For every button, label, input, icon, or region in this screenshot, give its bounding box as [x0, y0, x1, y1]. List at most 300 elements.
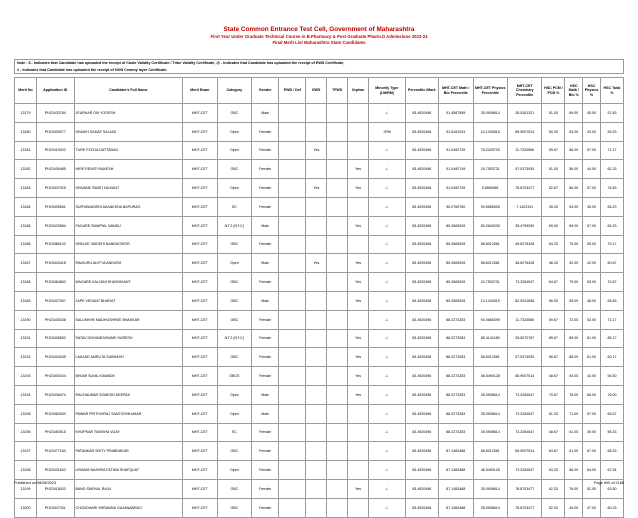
table-cell: SHAIKH SADAF SAJJAD: [74, 122, 183, 141]
table-cell: 70.67: [542, 385, 565, 404]
table-cell: 91.0492749: [439, 160, 473, 179]
table-cell: 76.00: [600, 385, 623, 404]
table-cell: 35.0908614: [473, 423, 507, 442]
table-cell: [327, 423, 348, 442]
table-header-row: [15, 78, 624, 104]
table-cell: 64.67: [542, 273, 565, 292]
table-cell: -/-: [369, 385, 406, 404]
table-cell: OBC: [217, 291, 251, 310]
table-cell: MHT-CET: [183, 197, 217, 216]
table-cell: [279, 216, 306, 235]
notes-box: [14, 59, 624, 74]
table-cell: -/-: [369, 254, 406, 273]
table-cell: Male: [252, 291, 279, 310]
table-cell: 64.33: [542, 235, 565, 254]
column-header: Percentile /Mark: [405, 78, 438, 104]
column-header: MHT-CET Math / Bio Percentile: [439, 78, 473, 104]
table-cell: LAKADE AMRUTA SUBHASH: [74, 348, 183, 367]
table-cell: [279, 461, 306, 480]
table-cell: [306, 104, 327, 123]
table-cell: 69.00: [565, 216, 583, 235]
table-cell: 83.4920496: [405, 404, 438, 423]
table-cell: [306, 423, 327, 442]
table-cell: Female: [252, 479, 279, 498]
table-cell: 57.00: [583, 404, 601, 423]
table-cell: 88.2273283: [439, 329, 473, 348]
table-cell: MHT-CET: [183, 104, 217, 123]
table-cell: 65.00: [542, 216, 565, 235]
table-cell: 63.00: [565, 122, 583, 141]
table-cell: [279, 367, 306, 386]
table-cell: 91.0492749: [439, 179, 473, 198]
table-cell: 13200: [15, 498, 37, 517]
table-cell: [279, 442, 306, 461]
table-cell: 58.6012581: [473, 348, 507, 367]
table-cell: [306, 291, 327, 310]
table-row: [15, 273, 624, 292]
table-cell: Open: [217, 141, 251, 160]
table-cell: 63.50: [600, 479, 623, 498]
table-cell: 65.67: [600, 404, 623, 423]
table-cell: 13194: [15, 385, 37, 404]
table-cell: -/RM: [369, 122, 406, 141]
table-cell: 57.00: [583, 141, 601, 160]
table-cell: 71.00: [565, 404, 583, 423]
table-cell: 54.50: [600, 367, 623, 386]
published-date: Published on 08/08/2023: [14, 481, 57, 485]
table-cell: PH23450515: [36, 423, 74, 442]
table-cell: PH23439485: [36, 160, 74, 179]
page-subtitle-2: Final Merit List Maharashtra State Candidates: [272, 40, 366, 45]
table-cell: 56.33: [600, 423, 623, 442]
table-cell: Open: [217, 385, 251, 404]
table-cell: Male: [252, 254, 279, 273]
table-cell: NT 2 (NT-C): [217, 216, 251, 235]
table-cell: PH23418033: [36, 479, 74, 498]
column-header: HSC Math / Bio %: [565, 78, 583, 104]
table-cell: 87.1483488: [439, 461, 473, 480]
table-cell: 10.1432815: [473, 291, 507, 310]
table-cell: MHT-CET: [183, 235, 217, 254]
table-cell: -/-: [369, 329, 406, 348]
table-cell: [327, 273, 348, 292]
table-cell: 35.0908614: [473, 404, 507, 423]
table-cell: Open: [217, 461, 251, 480]
table-cell: [306, 498, 327, 517]
table-cell: Female: [252, 367, 279, 386]
table-cell: 13193: [15, 367, 37, 386]
table-cell: Yes: [306, 141, 327, 160]
table-cell: Female: [252, 141, 279, 160]
table-cell: JAPE VEDANT BHARAT: [74, 291, 183, 310]
table-cell: MHT-CET: [183, 498, 217, 517]
table-cell: 78.2325703: [473, 141, 507, 160]
table-cell: [348, 498, 369, 517]
table-cell: Open: [217, 179, 251, 198]
table-cell: 83.4920496: [405, 197, 438, 216]
table-cell: Yes: [348, 179, 369, 198]
table-cell: -/-: [369, 404, 406, 423]
table-cell: 13182: [15, 160, 37, 179]
table-row: [15, 122, 624, 141]
table-cell: 50.33: [542, 122, 565, 141]
table-cell: 91.0492749: [439, 141, 473, 160]
table-cell: 13185: [15, 216, 37, 235]
table-cell: TURE POOJA DATTARAO: [74, 141, 183, 160]
table-cell: [327, 197, 348, 216]
table-cell: 46.33: [542, 254, 565, 273]
table-cell: RAIGURU ADITYA ANKUSH: [74, 254, 183, 273]
table-cell: 57.0373930: [507, 348, 541, 367]
table-cell: 81.00: [583, 329, 601, 348]
table-cell: [327, 442, 348, 461]
table-row: [15, 141, 624, 160]
table-cell: -/-: [369, 461, 406, 480]
table-cell: 83.4920496: [405, 179, 438, 198]
table-cell: 60.67: [600, 254, 623, 273]
table-cell: 73.2264547: [507, 423, 541, 442]
table-cell: 78.8703477: [507, 498, 541, 517]
table-cell: [327, 479, 348, 498]
table-cell: 59.33: [600, 122, 623, 141]
table-cell: PH23400344: [36, 367, 74, 386]
table-cell: 83.4920496: [405, 216, 438, 235]
table-cell: 54.00: [565, 197, 583, 216]
table-cell: 68.00: [583, 385, 601, 404]
table-cell: [348, 197, 369, 216]
table-cell: 61.00: [565, 442, 583, 461]
table-cell: USMANI NASHRA FATIMA SHAFQUAT: [74, 461, 183, 480]
table-cell: 51.00: [542, 160, 565, 179]
table-cell: OBC: [217, 442, 251, 461]
table-cell: [327, 385, 348, 404]
table-cell: OBC: [217, 498, 251, 517]
table-cell: PH23427007: [36, 291, 74, 310]
table-cell: [279, 141, 306, 160]
table-cell: SHELKE VAIDEHI NANDKISHOR: [74, 235, 183, 254]
table-cell: 85.67: [542, 329, 565, 348]
table-cell: 67.00: [583, 442, 601, 461]
table-cell: Female: [252, 498, 279, 517]
column-header: TFWS: [327, 78, 348, 104]
table-cell: 35.4799930: [507, 216, 541, 235]
table-cell: PAWAR PRITHVIRAJ SANTOSHKUMAR: [74, 404, 183, 423]
table-cell: [279, 404, 306, 423]
table-cell: 88.2273283: [439, 423, 473, 442]
table-cell: 13181: [15, 141, 37, 160]
table-cell: 24.7553731: [473, 273, 507, 292]
table-cell: 53.00: [583, 273, 601, 292]
table-cell: 52.33: [542, 498, 565, 517]
table-cell: PH23443418: [36, 254, 74, 273]
table-cell: -/-: [369, 310, 406, 329]
table-cell: 83.4920496: [405, 461, 438, 480]
table-cell: 56.67: [542, 348, 565, 367]
table-cell: 24.7553731: [473, 160, 507, 179]
table-cell: MHT-CET: [183, 216, 217, 235]
table-cell: [279, 479, 306, 498]
page-title: State Common Entrance Test Cell, Government of Maharashtra: [223, 26, 415, 33]
table-cell: MHT-CET: [183, 385, 217, 404]
table-cell: 13180: [15, 122, 37, 141]
table-cell: 85.17: [600, 329, 623, 348]
table-cell: 51.00: [542, 104, 565, 123]
table-cell: 63.33: [542, 461, 565, 480]
table-cell: [306, 160, 327, 179]
table-cell: -/-: [369, 442, 406, 461]
table-cell: FAGARE SWAPNIL NANDU: [74, 216, 183, 235]
table-cell: SURYAWANSHI AKANKSHA BAPURAO: [74, 197, 183, 216]
table-cell: [279, 348, 306, 367]
table-row: [15, 310, 624, 329]
table-cell: [306, 348, 327, 367]
table-row: [15, 104, 624, 123]
table-cell: MHT-CET: [183, 367, 217, 386]
table-cell: MHT-CET: [183, 423, 217, 442]
table-cell: HIRE REVATI RAKESH: [74, 160, 183, 179]
table-cell: [279, 197, 306, 216]
table-cell: [348, 310, 369, 329]
table-cell: 82.9241656: [507, 291, 541, 310]
table-cell: PH23430077: [36, 122, 74, 141]
table-cell: 49.00: [565, 498, 583, 517]
table-cell: 54.00: [565, 367, 583, 386]
table-cell: 69.00: [565, 104, 583, 123]
table-row: [15, 498, 624, 517]
table-cell: 83.4920496: [405, 291, 438, 310]
table-cell: 67.54: [600, 461, 623, 480]
table-cell: 56.00: [542, 291, 565, 310]
table-cell: 88.2273283: [439, 385, 473, 404]
table-cell: [348, 404, 369, 423]
column-header: Application ID: [36, 78, 74, 104]
table-cell: 13197: [15, 442, 37, 461]
table-cell: 52.00: [565, 254, 583, 273]
table-cell: Female: [252, 442, 279, 461]
table-row: [15, 367, 624, 386]
table-cell: [279, 160, 306, 179]
table-cell: [327, 310, 348, 329]
table-cell: 83.4920496: [405, 423, 438, 442]
table-cell: [348, 442, 369, 461]
table-cell: -/-: [369, 235, 406, 254]
table-cell: Male: [252, 216, 279, 235]
table-cell: 59.67: [542, 310, 565, 329]
table-cell: 7.1422331: [507, 197, 541, 216]
table-cell: 68.33: [600, 442, 623, 461]
table-cell: [327, 179, 348, 198]
table-cell: 11.7333566: [507, 141, 541, 160]
table-cell: Yes: [348, 329, 369, 348]
table-cell: -/-: [369, 273, 406, 292]
table-cell: 43.00: [583, 122, 601, 141]
table-cell: 83.4920496: [405, 479, 438, 498]
table-cell: 76.00: [565, 385, 583, 404]
table-cell: 35.0908614: [473, 385, 507, 404]
table-cell: Yes: [348, 385, 369, 404]
note-line-2: # - Indicates that Candidate has uploaded the receipt of NON Creamy layer Certificate.: [17, 68, 168, 72]
table-cell: 46.5490128: [473, 367, 507, 386]
table-cell: Female: [252, 329, 279, 348]
column-header: EWS: [306, 78, 327, 104]
table-cell: 79.00: [565, 273, 583, 292]
table-cell: BHUMI SUNIL KAWADE: [74, 367, 183, 386]
table-cell: 78.8703477: [507, 479, 541, 498]
table-row: [15, 216, 624, 235]
table-row: [15, 197, 624, 216]
table-cell: 69.2600035: [473, 216, 507, 235]
table-cell: MAGARE KALYANI SHASHIKANT: [74, 273, 183, 292]
table-cell: 48.6276428: [507, 254, 541, 273]
table-cell: MHT-CET: [183, 273, 217, 292]
table-cell: SHIVANE SWATI NILKANT: [74, 179, 183, 198]
table-cell: Open: [217, 254, 251, 273]
column-header: HSC PCM / PCB %: [542, 78, 565, 104]
table-cell: Female: [252, 160, 279, 179]
table-cell: [279, 423, 306, 442]
table-cell: Yes: [348, 273, 369, 292]
table-cell: Male: [252, 385, 279, 404]
table-cell: Yes: [348, 254, 369, 273]
table-cell: 79.00: [565, 235, 583, 254]
table-cell: 13198: [15, 461, 37, 480]
table-cell: 72.17: [600, 310, 623, 329]
table-cell: 89.00: [565, 329, 583, 348]
table-cell: Female: [252, 122, 279, 141]
table-cell: [327, 329, 348, 348]
table-cell: Yes: [306, 254, 327, 273]
table-cell: [348, 122, 369, 141]
table-cell: 13196: [15, 423, 37, 442]
table-cell: 85.4141185: [473, 329, 507, 348]
table-cell: OBC: [217, 160, 251, 179]
table-cell: OBC: [217, 235, 251, 254]
table-cell: 65.9007514: [507, 367, 541, 386]
column-header: Merit No: [15, 78, 37, 104]
table-cell: 35.0908614: [473, 104, 507, 123]
table-cell: 90.2760760: [439, 197, 473, 216]
table-cell: 73.2264547: [507, 404, 541, 423]
table-cell: 64.00: [583, 461, 601, 480]
table-row: [15, 348, 624, 367]
table-cell: [306, 385, 327, 404]
table-cell: 62.33: [542, 479, 565, 498]
table-cell: MHT-CET: [183, 160, 217, 179]
table-cell: 72.00: [565, 310, 583, 329]
table-cell: 68.00: [565, 348, 583, 367]
table-cell: 46.5490128: [473, 461, 507, 480]
table-cell: Female: [252, 310, 279, 329]
table-row: [15, 160, 624, 179]
table-cell: [327, 291, 348, 310]
table-cell: MHT-CET: [183, 179, 217, 198]
table-cell: 60.33: [600, 498, 623, 517]
table-cell: -/-: [369, 104, 406, 123]
table-cell: 88.2273283: [439, 367, 473, 386]
table-row: [15, 329, 624, 348]
table-cell: 68.00: [565, 461, 583, 480]
table-cell: 65.9007514: [507, 122, 541, 141]
table-cell: PH23464663: [36, 273, 74, 292]
column-header: MHT-CET Chemistry Percentile: [507, 78, 541, 104]
table-cell: Female: [252, 235, 279, 254]
table-cell: [306, 442, 327, 461]
table-cell: 91.8181024: [439, 122, 473, 141]
merit-list-table: [14, 77, 624, 518]
table-cell: [348, 423, 369, 442]
table-cell: 78.8703477: [507, 179, 541, 198]
table-cell: MHT-CET: [183, 461, 217, 480]
table-cell: 26.5070767: [507, 329, 541, 348]
table-cell: 45.33: [542, 197, 565, 216]
table-cell: 13179: [15, 104, 37, 123]
table-body: [15, 104, 624, 518]
table-cell: [306, 329, 327, 348]
table-cell: -/-: [369, 179, 406, 198]
table-cell: 83.4920496: [405, 122, 438, 141]
table-cell: [348, 235, 369, 254]
table-cell: 48.00: [583, 291, 601, 310]
table-cell: Female: [252, 423, 279, 442]
table-cell: [279, 122, 306, 141]
table-cell: [306, 404, 327, 423]
column-header: Minority Type (LM/RM): [369, 78, 406, 104]
table-cell: 73.2264547: [507, 385, 541, 404]
table-cell: [327, 216, 348, 235]
table-cell: 83.4920496: [405, 385, 438, 404]
table-cell: 89.2669928: [439, 216, 473, 235]
page-subtitle: First Year Under Graduate Technical Course in B.Pharmacy & Post Graduate Pharm.D Admissions 2023-24: [210, 34, 428, 39]
table-cell: 83.4920496: [405, 367, 438, 386]
table-cell: PH23438474: [36, 385, 74, 404]
table-cell: MHT-CET: [183, 291, 217, 310]
column-header: Orphan: [348, 78, 369, 104]
table-cell: 28.0281321: [507, 104, 541, 123]
table-cell: [279, 291, 306, 310]
table-cell: 83.4920496: [405, 160, 438, 179]
table-cell: 13184: [15, 197, 37, 216]
column-header: HSC Physics %: [583, 78, 601, 104]
table-cell: [279, 179, 306, 198]
table-cell: SC: [217, 197, 251, 216]
column-header: Candidate's Full Name: [74, 78, 183, 104]
table-cell: [306, 197, 327, 216]
table-cell: 53.00: [583, 310, 601, 329]
table-cell: 87.1483488: [439, 498, 473, 517]
table-cell: 5.6569981: [473, 179, 507, 198]
table-cell: MHT-CET: [183, 141, 217, 160]
table-cell: 62.67: [542, 179, 565, 198]
table-cell: [306, 367, 327, 386]
note-line-1: Note : $ - Indicates that Candidate has uploaded the receipt of Caste Validity Certificate / Tribe Validity Certificate, @ - Indicates that Candidate has uploaded the receipt of EWS Certificate,: [17, 61, 345, 65]
table-cell: 61.33: [542, 404, 565, 423]
table-cell: PH23447331: [36, 498, 74, 517]
column-header: Merit Exam: [183, 78, 217, 104]
table-row: [15, 385, 624, 404]
table-cell: 65.9007514: [507, 442, 541, 461]
table-cell: 64.67: [542, 442, 565, 461]
table-cell: Open: [217, 122, 251, 141]
table-cell: 57.00: [583, 216, 601, 235]
table-cell: [279, 310, 306, 329]
table-cell: PH23434045: [36, 348, 74, 367]
table-cell: -/-: [369, 348, 406, 367]
table-cell: [279, 235, 306, 254]
table-cell: [348, 104, 369, 123]
table-cell: OBC: [217, 273, 251, 292]
table-cell: -/-: [369, 498, 406, 517]
table-cell: MHT-CET: [183, 479, 217, 498]
